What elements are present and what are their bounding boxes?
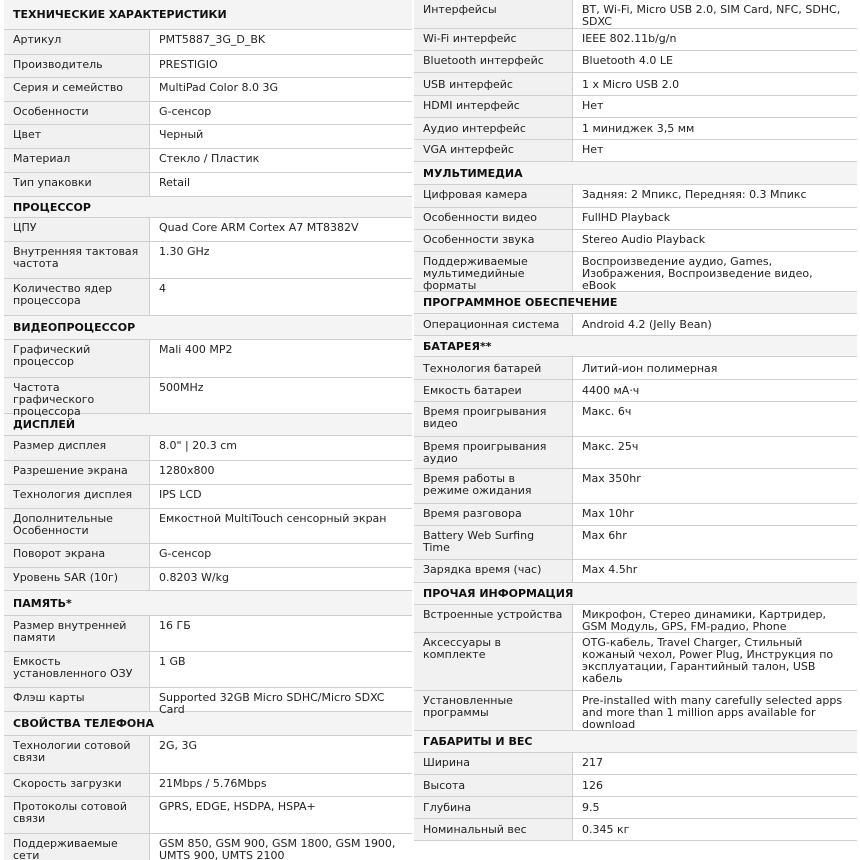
spec-label: Графический процессор xyxy=(4,340,150,377)
spec-row xyxy=(4,544,412,568)
spec-label: Флэш карты xyxy=(4,688,150,711)
spec-value: 8.0" | 20.3 cm xyxy=(150,436,412,460)
spec-value: Max 350hr xyxy=(573,469,857,503)
spec-row xyxy=(414,402,857,437)
spec-value: 500MHz xyxy=(150,378,412,413)
spec-row xyxy=(414,29,857,51)
spec-value: 0.8203 W/kg xyxy=(150,568,412,590)
spec-value: 0.345 кг xyxy=(573,819,857,840)
spec-label: HDMI интерфейс xyxy=(414,96,573,117)
spec-label: Поддерживаемые мультимедийные форматы xyxy=(414,252,573,291)
spec-label: Скорость загрузки xyxy=(4,774,150,796)
spec-label: Время проигрывания видео xyxy=(414,402,573,436)
spec-label: Глубина xyxy=(414,797,573,818)
spec-value: IPS LCD xyxy=(150,485,412,508)
spec-label: Размер дисплея xyxy=(4,436,150,460)
spec-row xyxy=(4,279,412,316)
spec-value: Retail xyxy=(150,173,412,196)
spec-value: 1280x800 xyxy=(150,461,412,484)
spec-label: Battery Web Surfing Time xyxy=(414,526,573,559)
spec-value: 9.5 xyxy=(573,797,857,818)
spec-label: Технологии сотовой связи xyxy=(4,736,150,773)
spec-row xyxy=(414,753,857,775)
spec-row xyxy=(414,252,857,292)
spec-row xyxy=(4,340,412,378)
spec-row xyxy=(414,469,857,504)
spec-row xyxy=(4,509,412,544)
spec-label: Количество ядер процессора xyxy=(4,279,150,315)
spec-row xyxy=(414,633,857,691)
spec-label: Технология дисплея xyxy=(4,485,150,508)
spec-row xyxy=(4,436,412,461)
spec-label: Размер внутренней памяти xyxy=(4,616,150,651)
section-header: БАТАРЕЯ** xyxy=(414,336,857,357)
spec-row xyxy=(414,357,857,380)
spec-label: Время работы в режиме ожидания xyxy=(414,469,573,503)
spec-row xyxy=(414,775,857,797)
spec-value: Стекло / Пластик xyxy=(150,149,412,172)
spec-label: Время проигрывания аудио xyxy=(414,437,573,468)
spec-value: 1 миниджек 3,5 мм xyxy=(573,118,857,139)
spec-row xyxy=(4,616,412,652)
spec-label: VGA интерфейс xyxy=(414,140,573,161)
spec-row xyxy=(414,526,857,560)
spec-value: G-сенсор xyxy=(150,102,412,124)
spec-label: Внутренняя тактовая частота xyxy=(4,242,150,278)
spec-label: Дополнительные Особенности xyxy=(4,509,150,543)
spec-value: PMT5887_3G_D_BK xyxy=(150,30,412,54)
spec-row xyxy=(4,834,412,860)
spec-value: Supported 32GB Micro SDHC/Micro SDXC Card xyxy=(150,688,412,711)
spec-row xyxy=(414,504,857,526)
spec-row xyxy=(414,437,857,469)
spec-row xyxy=(4,688,412,716)
spec-row xyxy=(414,797,857,819)
spec-value: Емкостной MultiTouch сенсорный экран xyxy=(150,509,412,543)
spec-value: Android 4.2 (Jelly Bean) xyxy=(573,314,857,335)
section-header: СВОЙСТВА ТЕЛЕФОНА xyxy=(4,712,412,736)
spec-label: Номинальный вес xyxy=(414,819,573,840)
spec-row xyxy=(4,125,412,149)
spec-value: Нет xyxy=(573,96,857,117)
spec-row xyxy=(414,605,857,633)
spec-row xyxy=(414,118,857,140)
spec-value: 1 GB xyxy=(150,652,412,687)
spec-row xyxy=(414,51,857,73)
spec-value: 21Mbps / 5.76Mbps xyxy=(150,774,412,796)
spec-value: IEEE 802.11b/g/n xyxy=(573,29,857,50)
spec-label: Встроенные устройства xyxy=(414,605,573,632)
spec-value: 16 ГБ xyxy=(150,616,412,651)
spec-value: PRESTIGIO xyxy=(150,55,412,77)
spec-value: OTG-кабель, Travel Charger, Стильный кожаный чехол, Power Plug, Инструкция по эксплуатации, Гарантийный талон, USB кабель xyxy=(573,633,857,690)
spec-label: Протоколы сотовой связи xyxy=(4,797,150,833)
spec-row xyxy=(4,55,412,78)
spec-label: Особенности xyxy=(4,102,150,124)
section-header: МУЛЬТИМЕДИА xyxy=(414,162,857,185)
section-header: ПРОЧАЯ ИНФОРМАЦИЯ xyxy=(414,583,857,605)
section-header: ПАМЯТЬ* xyxy=(4,591,412,616)
section-header: ДИСПЛЕЙ xyxy=(4,414,412,436)
spec-row xyxy=(414,819,857,841)
spec-row xyxy=(4,774,412,797)
spec-row xyxy=(414,185,857,208)
spec-label: Bluetooth интерфейс xyxy=(414,51,573,72)
spec-row xyxy=(4,797,412,834)
spec-label: Аудио интерфейс xyxy=(414,118,573,139)
spec-label: Производитель xyxy=(4,55,150,77)
spec-label: USB интерфейс xyxy=(414,73,573,95)
spec-value: 2G, 3G xyxy=(150,736,412,773)
section-header: ТЕХНИЧЕСКИЕ ХАРАКТЕРИСТИКИ xyxy=(4,0,412,30)
spec-row xyxy=(414,314,857,336)
spec-value: Воспроизведение аудио, Games, Изображения, Воспроизведение видео, eBook xyxy=(573,252,857,291)
section-header: ГАБАРИТЫ И ВЕС xyxy=(414,731,857,753)
spec-row xyxy=(4,461,412,485)
spec-row xyxy=(414,73,857,96)
spec-value: 4 xyxy=(150,279,412,315)
spec-label: Интерфейсы xyxy=(414,0,573,28)
spec-label: Время разговора xyxy=(414,504,573,525)
spec-label: Особенности звука xyxy=(414,230,573,251)
spec-label: Серия и семейство xyxy=(4,78,150,101)
spec-label: Тип упаковки xyxy=(4,173,150,196)
spec-label: Высота xyxy=(414,775,573,796)
spec-value: GPRS, EDGE, HSDPA, HSPA+ xyxy=(150,797,412,833)
spec-value: Pre-installed with many carefully selected apps and more than 1 million apps available for download xyxy=(573,691,857,730)
spec-label: Поворот экрана xyxy=(4,544,150,567)
spec-row xyxy=(414,230,857,252)
spec-value: 1 x Micro USB 2.0 xyxy=(573,73,857,95)
spec-value: Mali 400 MP2 xyxy=(150,340,412,377)
spec-row xyxy=(414,0,857,29)
spec-label: Цвет xyxy=(4,125,150,148)
spec-value: BT, Wi-Fi, Micro USB 2.0, SIM Card, NFC, SDHC, SDXC xyxy=(573,0,857,28)
section-header: ПРОЦЕССОР xyxy=(4,197,412,218)
spec-label: Уровень SAR (10г) xyxy=(4,568,150,590)
spec-value: Bluetooth 4.0 LE xyxy=(573,51,857,72)
spec-value: Max 6hr xyxy=(573,526,857,559)
spec-label: Wi-Fi интерфейс xyxy=(414,29,573,50)
spec-value: Stereo Audio Playback xyxy=(573,230,857,251)
spec-label: Зарядка время (час) xyxy=(414,560,573,582)
spec-label: Цифровая камера xyxy=(414,185,573,207)
spec-label: Ширина xyxy=(414,753,573,774)
spec-label: Установленные программы xyxy=(414,691,573,730)
spec-row xyxy=(414,208,857,230)
spec-value: Нет xyxy=(573,140,857,161)
spec-row xyxy=(4,242,412,279)
spec-row xyxy=(4,78,412,102)
spec-row xyxy=(4,378,412,418)
spec-label: Материал xyxy=(4,149,150,172)
spec-row xyxy=(414,96,857,118)
spec-label: Емкость установленного ОЗУ xyxy=(4,652,150,687)
spec-row xyxy=(414,140,857,162)
spec-row xyxy=(4,30,412,55)
spec-value: Max 10hr xyxy=(573,504,857,525)
specs-column-right xyxy=(414,0,857,860)
spec-value: G-сенсор xyxy=(150,544,412,567)
spec-row xyxy=(414,691,857,731)
spec-value: FullHD Playback xyxy=(573,208,857,229)
spec-row xyxy=(4,173,412,197)
spec-value: 4400 мА·ч xyxy=(573,380,857,401)
spec-row xyxy=(4,736,412,774)
spec-value: Макс. 25ч xyxy=(573,437,857,468)
spec-label: Операционная система xyxy=(414,314,573,335)
spec-row xyxy=(4,102,412,125)
spec-label: Разрешение экрана xyxy=(4,461,150,484)
spec-label: Частота графического процессора xyxy=(4,378,150,413)
spec-value: Quad Core ARM Cortex A7 MT8382V xyxy=(150,218,412,241)
spec-label: Артикул xyxy=(4,30,150,54)
spec-value: MultiPad Color 8.0 3G xyxy=(150,78,412,101)
spec-row xyxy=(4,218,412,242)
spec-value: Max 4.5hr xyxy=(573,560,857,582)
spec-row xyxy=(4,149,412,173)
spec-row xyxy=(414,380,857,402)
spec-value: GSM 850, GSM 900, GSM 1800, GSM 1900, UMTS 900, UMTS 2100 xyxy=(150,834,412,860)
spec-value: Макс. 6ч xyxy=(573,402,857,436)
spec-label: Емкость батареи xyxy=(414,380,573,401)
spec-value: Задняя: 2 Мпикс, Передняя: 0.3 Мпикс xyxy=(573,185,857,207)
spec-row xyxy=(4,568,412,591)
spec-label: Аксессуары в комплекте xyxy=(414,633,573,690)
specs-column-left xyxy=(4,0,412,860)
spec-row xyxy=(4,652,412,688)
spec-value: Микрофон, Стерео динамики, Картридер, GSM Модуль, GPS, FM-радио, Phone xyxy=(573,605,857,632)
spec-label: Особенности видео xyxy=(414,208,573,229)
spec-value: 1.30 GHz xyxy=(150,242,412,278)
spec-label: ЦПУ xyxy=(4,218,150,241)
spec-row xyxy=(414,560,857,583)
spec-value: 126 xyxy=(573,775,857,796)
spec-value: Черный xyxy=(150,125,412,148)
spec-label: Технология батарей xyxy=(414,357,573,379)
spec-row xyxy=(4,485,412,509)
section-header: ВИДЕОПРОЦЕССОР xyxy=(4,316,412,340)
section-header: ПРОГРАММНОЕ ОБЕСПЕЧЕНИЕ xyxy=(414,292,857,314)
spec-value: Литий-ион полимерная xyxy=(573,357,857,379)
spec-value: 217 xyxy=(573,753,857,774)
spec-label: Поддерживаемые сети xyxy=(4,834,150,860)
